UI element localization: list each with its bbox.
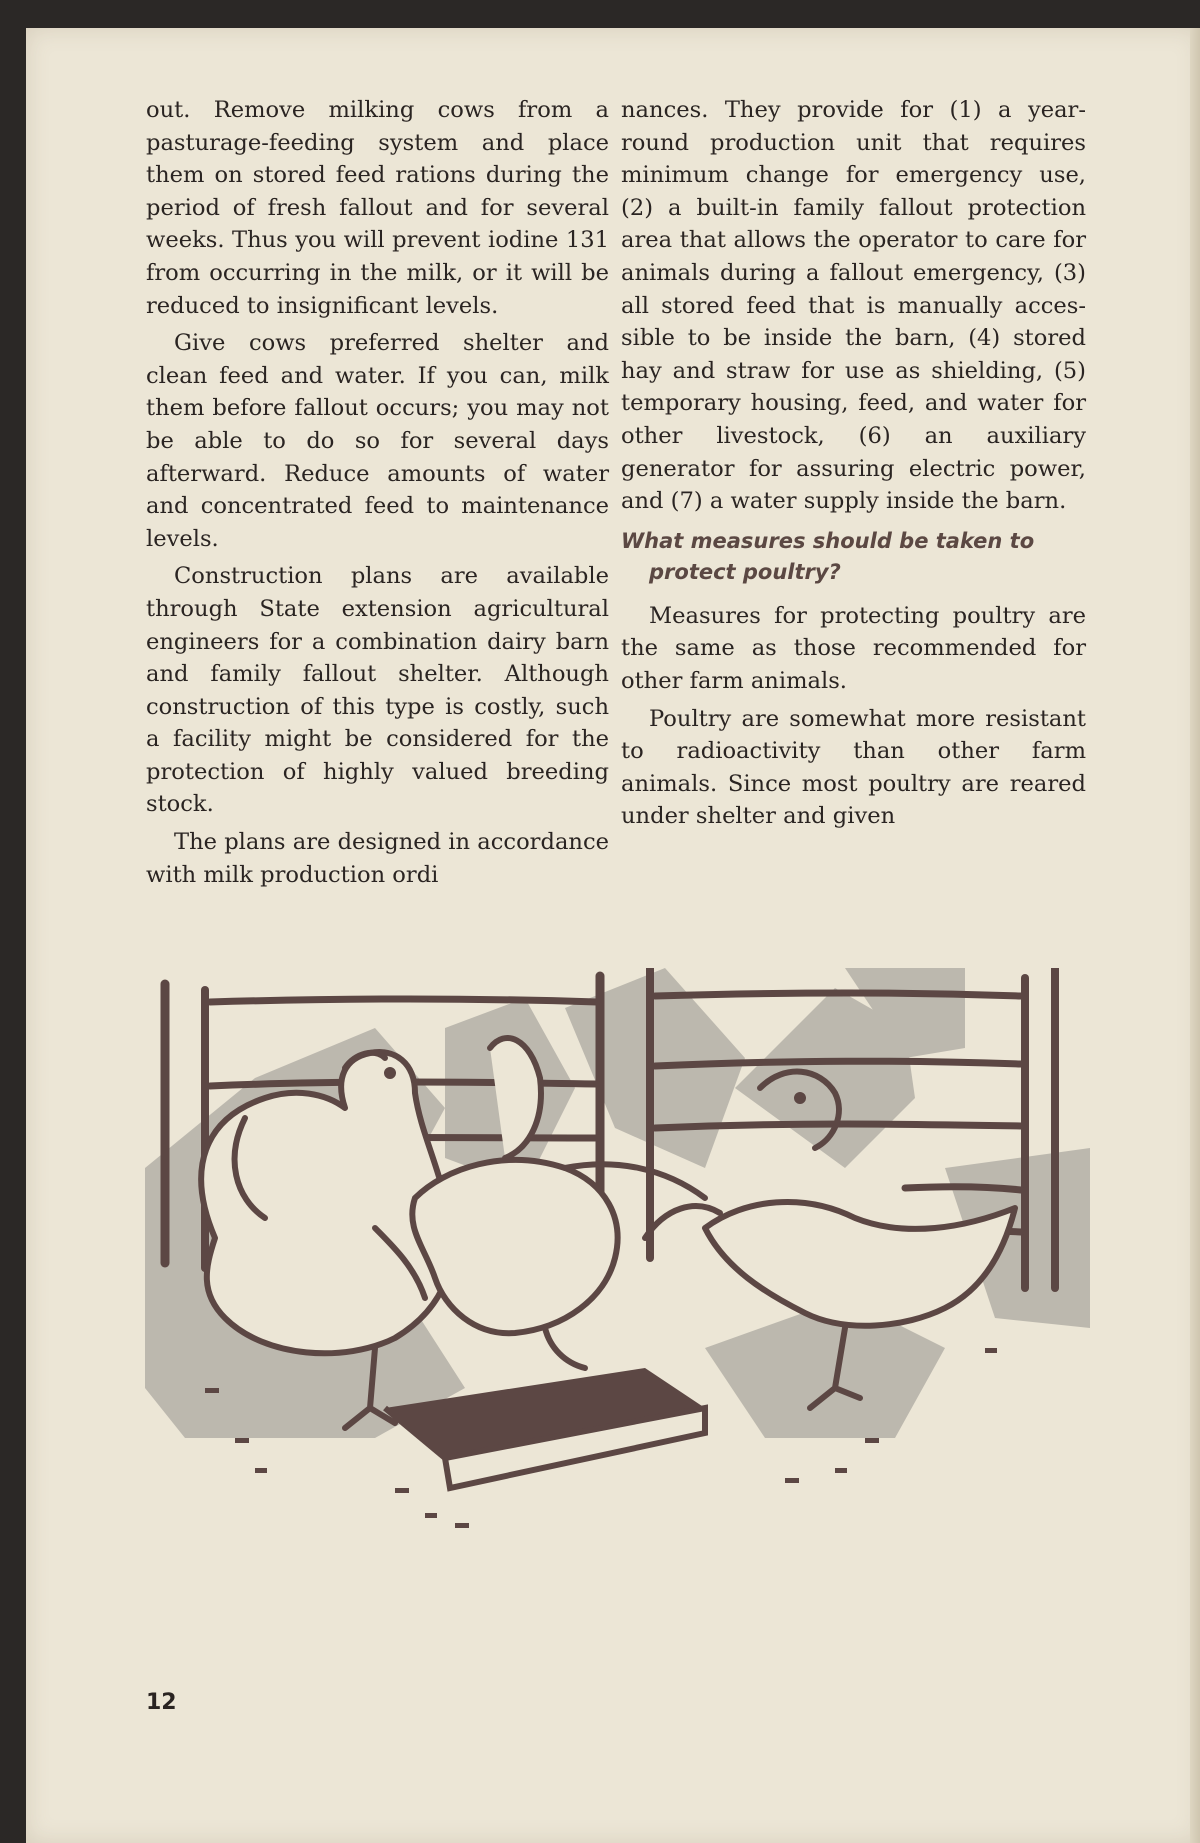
page-edge [1190,28,1200,1843]
left-text-column [146,94,609,896]
paragraph-plans-provide: nances. They provide for (1) a year-round production unit that requires minimum change for emergency use, (2) a built-in family fallout protection area that allows the operator to care for animals during a fallout emergency, (3) all stored feed that is manually accessible to be inside the barn, (4) stored hay and straw for use as shielding, (5) temporary housing, feed, and water for other livestock, (6) an auxiliary generator for assuring electric power, and (7) a water supply inside the barn. [621,97,1086,515]
paragraph-plans-designed: The plans are designed in accordance with milk production ordi [146,829,609,888]
paragraph-poultry-measures: Measures for protecting poultry are the same as those recommended for other farm animals. [621,602,1086,694]
chicken-illustration [145,968,1090,1568]
paragraph-poultry-resistant: Poultry are somewhat more resistant to radioactivity than other farm animals. Since most poultry are reared under shelter and given [621,705,1086,830]
section-heading-poultry: What measures should be taken to protect poultry? [621,528,1035,584]
paragraph-construction-plans: Construction plans are available through State extension agricultural engineers for a combination dairy barn and family fallout shelter. Although construction of this type is costly, such a facility might be considered for the protection of highly valued breeding stock. [146,563,609,818]
right-text-column [621,94,1086,838]
paragraph-cows-shelter: Give cows preferred shelter and clean feed and water. If you can, milk them before fallout occurs; you may not be able to do so for several days afterward. Reduce amounts of water and concentrated feed to maintenance levels. [146,330,609,552]
paragraph-cows-pasturage: out. Remove milking cows from a pasturage-feeding system and place them on stored feed rations during the period of fresh fallout and for several weeks. Thus you will prevent iodine 131 from occurring in the milk, or it will be reduced to insignificant levels. [146,97,609,319]
page-number: 12 [146,1690,177,1715]
